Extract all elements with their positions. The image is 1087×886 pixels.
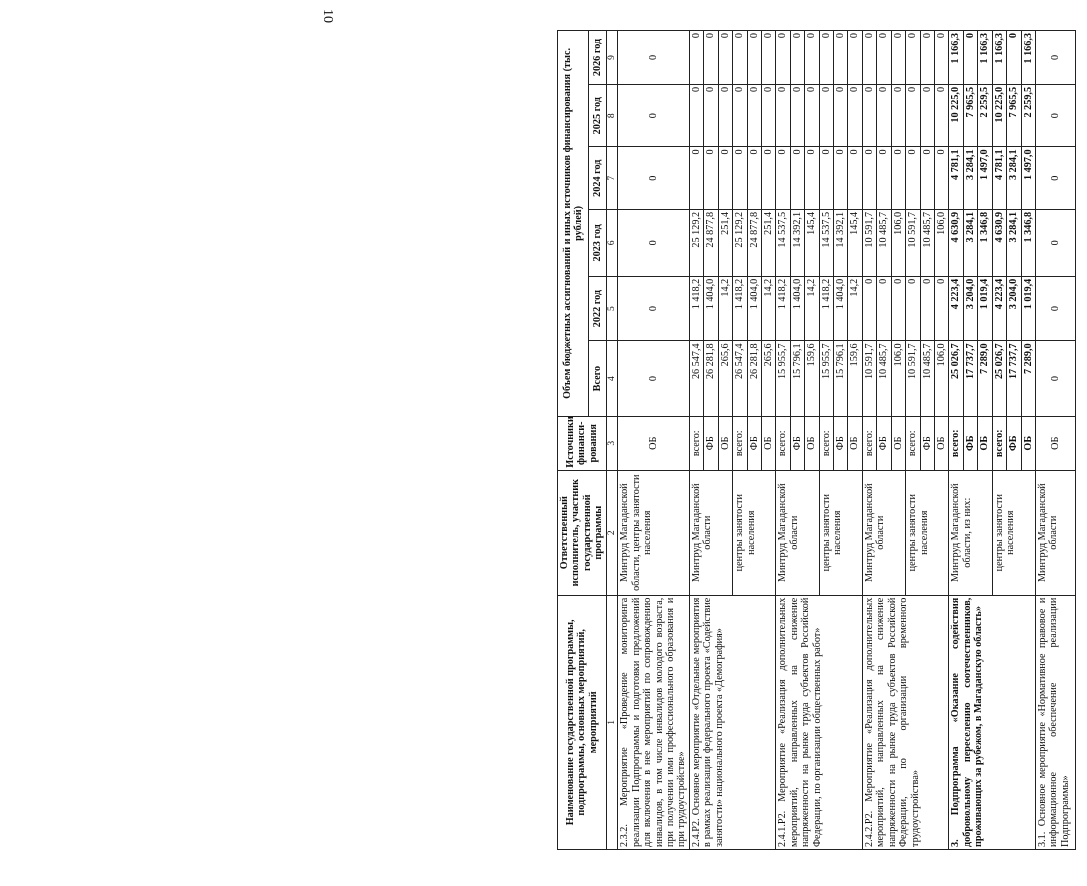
funding-source: ФБ [920, 416, 934, 470]
amount-cell: 0 [761, 84, 775, 147]
responsible-executor: Минтруд Магаданской области [776, 470, 819, 595]
amount-cell: 25 026,7 [992, 341, 1006, 416]
amount-cell: 0 [877, 276, 891, 341]
funding-source: ОБ [848, 416, 862, 470]
amount-cell: 0 [805, 147, 819, 210]
amount-cell: 0 [935, 31, 949, 85]
funding-source: всего: [776, 416, 790, 470]
amount-cell: 0 [862, 31, 876, 85]
amount-cell: 3 284,1 [1007, 147, 1021, 210]
responsible-executor: Минтруд Магаданской области [862, 470, 905, 595]
amount-cell: 106,0 [935, 209, 949, 276]
financing-table [557, 30, 1076, 850]
funding-source: ФБ [1007, 416, 1021, 470]
funding-source: ОБ [805, 416, 819, 470]
header-2026: 2026 год [589, 31, 606, 85]
table-row [949, 31, 963, 850]
responsible-executor: центры занятости населения [906, 470, 949, 595]
amount-cell: 0 [733, 84, 747, 147]
amount-cell: 10 591,7 [906, 341, 920, 416]
amount-cell: 0 [776, 31, 790, 85]
amount-cell: 4 223,4 [949, 276, 963, 341]
amount-cell: 0 [733, 147, 747, 210]
amount-cell: 1 166,3 [949, 31, 963, 85]
amount-cell: 0 [834, 147, 848, 210]
amount-cell: 1 418,2 [776, 276, 790, 341]
amount-cell: 0 [718, 31, 732, 85]
amount-cell: 10 485,7 [920, 209, 934, 276]
table-row [862, 31, 876, 850]
amount-cell: 1 418,2 [819, 276, 833, 341]
funding-source: ФБ [747, 416, 761, 470]
amount-cell: 159,6 [848, 341, 862, 416]
amount-cell: 3 284,1 [1007, 209, 1021, 276]
amount-cell: 0 [920, 147, 934, 210]
amount-cell: 251,4 [761, 209, 775, 276]
amount-cell: 0 [805, 84, 819, 147]
amount-cell: 0 [1035, 276, 1075, 341]
col-index: 7 [606, 147, 618, 210]
amount-cell: 25 129,2 [733, 209, 747, 276]
amount-cell: 4 630,9 [992, 209, 1006, 276]
amount-cell: 0 [689, 84, 703, 147]
header-2024: 2024 год [589, 147, 606, 210]
amount-cell: 1 404,0 [704, 276, 718, 341]
responsible-executor: центры занятости населения [819, 470, 862, 595]
amount-cell: 4 223,4 [992, 276, 1006, 341]
funding-source: ФБ [834, 416, 848, 470]
amount-cell: 0 [891, 147, 905, 210]
amount-cell: 1 019,4 [1021, 276, 1035, 341]
col-index: 1 [606, 595, 618, 849]
responsible-executor: Минтруд Магаданской области, центры занятости населения [618, 470, 690, 595]
funding-source: всего: [733, 416, 747, 470]
measure-name: 2.4.2.Р2. Мероприятие «Реализация дополнительных мероприятий, направленных на снижение напряженности на рынке труда субъектов Российской Федерации, по организации временного трудоустройства» [862, 595, 949, 849]
amount-cell: 0 [805, 31, 819, 85]
header-source: Источники финансирования [558, 416, 607, 470]
amount-cell: 24 877,8 [747, 209, 761, 276]
amount-cell: 106,0 [891, 209, 905, 276]
amount-cell: 0 [834, 31, 848, 85]
amount-cell: 0 [704, 147, 718, 210]
amount-cell: 0 [920, 276, 934, 341]
amount-cell: 14,2 [761, 276, 775, 341]
amount-cell: 0 [718, 147, 732, 210]
amount-cell: 0 [877, 147, 891, 210]
funding-source: ОБ [1021, 416, 1035, 470]
amount-cell: 10 485,7 [877, 341, 891, 416]
amount-cell: 7 965,5 [963, 84, 977, 147]
amount-cell: 0 [747, 31, 761, 85]
amount-cell: 0 [618, 341, 690, 416]
amount-cell: 0 [819, 84, 833, 147]
amount-cell: 2 259,5 [1021, 84, 1035, 147]
amount-cell: 106,0 [891, 341, 905, 416]
amount-cell: 159,6 [805, 341, 819, 416]
amount-cell: 4 630,9 [949, 209, 963, 276]
col-index: 4 [606, 341, 618, 416]
measure-name: 2.4.1.Р2. Мероприятие «Реализация дополнительных мероприятий, направленных на снижение напряженности на рынке труда субъектов Российской Федерации, по организации общественных работ» [776, 595, 863, 849]
funding-source: всего: [689, 416, 703, 470]
amount-cell: 26 547,4 [733, 341, 747, 416]
amount-cell: 24 877,8 [704, 209, 718, 276]
amount-cell: 26 547,4 [689, 341, 703, 416]
amount-cell: 10 225,0 [992, 84, 1006, 147]
amount-cell: 25 026,7 [949, 341, 963, 416]
responsible-executor: Минтруд Магаданской области [689, 470, 732, 595]
amount-cell: 14 537,5 [819, 209, 833, 276]
amount-cell: 0 [747, 147, 761, 210]
amount-cell: 0 [618, 209, 690, 276]
amount-cell: 0 [920, 84, 934, 147]
amount-cell: 1 418,2 [733, 276, 747, 341]
amount-cell: 0 [1035, 84, 1075, 147]
amount-cell: 10 591,7 [906, 209, 920, 276]
amount-cell: 10 591,7 [862, 341, 876, 416]
column-index-row [606, 31, 618, 850]
amount-cell: 0 [733, 31, 747, 85]
amount-cell: 15 796,1 [834, 341, 848, 416]
amount-cell: 1 346,8 [1021, 209, 1035, 276]
amount-cell: 1 404,0 [790, 276, 804, 341]
amount-cell: 1 346,8 [978, 209, 992, 276]
amount-cell: 0 [761, 147, 775, 210]
responsible-executor: центры занятости населения [992, 470, 1035, 595]
amount-cell: 3 284,1 [963, 209, 977, 276]
amount-cell: 0 [848, 84, 862, 147]
responsible-executor: центры занятости населения [733, 470, 776, 595]
amount-cell: 0 [819, 147, 833, 210]
amount-cell: 0 [618, 31, 690, 85]
funding-source: ОБ [718, 416, 732, 470]
amount-cell: 14 537,5 [776, 209, 790, 276]
amount-cell: 1 497,0 [978, 147, 992, 210]
amount-cell: 0 [704, 84, 718, 147]
amount-cell: 4 781,1 [992, 147, 1006, 210]
funding-source: ФБ [790, 416, 804, 470]
amount-cell: 1 497,0 [1021, 147, 1035, 210]
amount-cell: 10 485,7 [877, 209, 891, 276]
table-body [618, 31, 1076, 850]
amount-cell: 1 019,4 [978, 276, 992, 341]
amount-cell: 14 392,1 [790, 209, 804, 276]
funding-source: ОБ [978, 416, 992, 470]
funding-source: ОБ [618, 416, 690, 470]
funding-source: всего: [949, 416, 963, 470]
funding-source: всего: [992, 416, 1006, 470]
amount-cell: 0 [862, 147, 876, 210]
amount-cell: 0 [935, 276, 949, 341]
amount-cell: 14,2 [718, 276, 732, 341]
amount-cell: 0 [689, 31, 703, 85]
col-index: 5 [606, 276, 618, 341]
col-index: 2 [606, 470, 618, 595]
amount-cell: 1 166,3 [978, 31, 992, 85]
amount-cell: 0 [891, 84, 905, 147]
funding-source: ОБ [1035, 416, 1075, 470]
amount-cell: 0 [906, 31, 920, 85]
amount-cell: 0 [1035, 209, 1075, 276]
amount-cell: 1 418,2 [689, 276, 703, 341]
table-row [1035, 31, 1075, 850]
amount-cell: 14,2 [848, 276, 862, 341]
amount-cell: 251,4 [718, 209, 732, 276]
amount-cell: 265,6 [718, 341, 732, 416]
col-index: 8 [606, 84, 618, 147]
amount-cell: 0 [761, 31, 775, 85]
page-number: 10 [320, 9, 335, 23]
amount-cell: 0 [790, 31, 804, 85]
amount-cell: 0 [790, 84, 804, 147]
amount-cell: 25 129,2 [689, 209, 703, 276]
col-index: 3 [606, 416, 618, 470]
amount-cell: 26 281,8 [747, 341, 761, 416]
amount-cell: 145,4 [848, 209, 862, 276]
table-row [776, 31, 790, 850]
header-2023: 2023 год [589, 209, 606, 276]
amount-cell: 15 955,7 [776, 341, 790, 416]
amount-cell: 0 [834, 84, 848, 147]
measure-name: 3.1. Основное мероприятие «Нормативное правовое и информационное обеспечение реализации Подпрограммы» [1035, 595, 1075, 849]
amount-cell: 0 [906, 147, 920, 210]
amount-cell: 0 [718, 84, 732, 147]
responsible-executor: Минтруд Магаданской области [1035, 470, 1075, 595]
responsible-executor: Минтруд Магаданской области, из них: [949, 470, 992, 595]
header-responsible: Ответственный исполнитель, участник государственной программы [558, 470, 607, 595]
funding-source: всего: [906, 416, 920, 470]
header-2025: 2025 год [589, 84, 606, 147]
amount-cell: 15 955,7 [819, 341, 833, 416]
amount-cell: 0 [1007, 31, 1021, 85]
amount-cell: 10 485,7 [920, 341, 934, 416]
amount-cell: 106,0 [935, 341, 949, 416]
amount-cell: 0 [906, 276, 920, 341]
amount-cell: 3 284,1 [963, 147, 977, 210]
amount-cell: 14,2 [805, 276, 819, 341]
measure-name: 2.3.2. Мероприятие «Проведение мониторинга реализации Подпрограммы и подготовки предложений для включения в нее мероприятий по сопровождению инвалидов, в том числе инвалидов молодого возраста, при получении ими профессионального образования и при трудоустройстве» [618, 595, 690, 849]
amount-cell: 0 [848, 147, 862, 210]
amount-cell: 145,4 [805, 209, 819, 276]
amount-cell: 10 591,7 [862, 209, 876, 276]
amount-cell: 0 [776, 147, 790, 210]
amount-cell: 4 781,1 [949, 147, 963, 210]
table-row [618, 31, 690, 850]
amount-cell: 265,6 [761, 341, 775, 416]
amount-cell: 7 965,5 [1007, 84, 1021, 147]
funding-source: ОБ [891, 416, 905, 470]
amount-cell: 7 289,0 [1021, 341, 1035, 416]
table-row [689, 31, 703, 850]
amount-cell: 0 [935, 147, 949, 210]
funding-source: ФБ [704, 416, 718, 470]
header-total: Всего [589, 341, 606, 416]
rotated-page [557, 30, 1087, 850]
amount-cell: 0 [618, 147, 690, 210]
col-index: 6 [606, 209, 618, 276]
amount-cell: 26 281,8 [704, 341, 718, 416]
amount-cell: 2 259,5 [978, 84, 992, 147]
amount-cell: 0 [891, 31, 905, 85]
amount-cell: 0 [790, 147, 804, 210]
header-name: Наименование государственной программы, подпрограммы, основных мероприятий, мероприятий [558, 595, 607, 849]
amount-cell: 0 [935, 84, 949, 147]
amount-cell: 0 [862, 84, 876, 147]
amount-cell: 0 [1035, 31, 1075, 85]
amount-cell: 10 225,0 [949, 84, 963, 147]
funding-source: ОБ [935, 416, 949, 470]
amount-cell: 15 796,1 [790, 341, 804, 416]
amount-cell: 1 166,3 [1021, 31, 1035, 85]
amount-cell: 0 [1035, 341, 1075, 416]
funding-source: всего: [819, 416, 833, 470]
amount-cell: 0 [920, 31, 934, 85]
amount-cell: 17 737,7 [1007, 341, 1021, 416]
header-2022: 2022 год [589, 276, 606, 341]
amount-cell: 1 404,0 [747, 276, 761, 341]
amount-cell: 0 [862, 276, 876, 341]
funding-source: всего: [862, 416, 876, 470]
amount-cell: 7 289,0 [978, 341, 992, 416]
amount-cell: 0 [704, 31, 718, 85]
amount-cell: 0 [848, 31, 862, 85]
amount-cell: 0 [776, 84, 790, 147]
amount-cell: 1 166,3 [992, 31, 1006, 85]
amount-cell: 0 [689, 147, 703, 210]
amount-cell: 14 392,1 [834, 209, 848, 276]
amount-cell: 3 204,0 [1007, 276, 1021, 341]
funding-source: ФБ [963, 416, 977, 470]
amount-cell: 0 [819, 31, 833, 85]
funding-source: ФБ [877, 416, 891, 470]
amount-cell: 0 [618, 84, 690, 147]
measure-name: 3. Подпрограмма «Оказание содействия добровольному переселению соотечественников, проживающих за рубежом, в Магаданскую область» [949, 595, 1036, 849]
header-volume: Объем бюджетных ассигнований и иных источников финансирования (тыс. рублей) [558, 31, 589, 417]
amount-cell: 0 [877, 31, 891, 85]
col-index: 9 [606, 31, 618, 85]
amount-cell: 0 [963, 31, 977, 85]
amount-cell: 17 737,7 [963, 341, 977, 416]
funding-source: ОБ [761, 416, 775, 470]
amount-cell: 0 [891, 276, 905, 341]
amount-cell: 1 404,0 [834, 276, 848, 341]
amount-cell: 0 [618, 276, 690, 341]
amount-cell: 0 [747, 84, 761, 147]
amount-cell: 3 204,0 [963, 276, 977, 341]
amount-cell: 0 [877, 84, 891, 147]
amount-cell: 0 [906, 84, 920, 147]
amount-cell: 0 [1035, 147, 1075, 210]
measure-name: 2.4.Р2. Основное мероприятие «Отдельные мероприятия в рамках реализации федерального проекта «Содействие занятости» национального проекта «Демография» [689, 595, 776, 849]
